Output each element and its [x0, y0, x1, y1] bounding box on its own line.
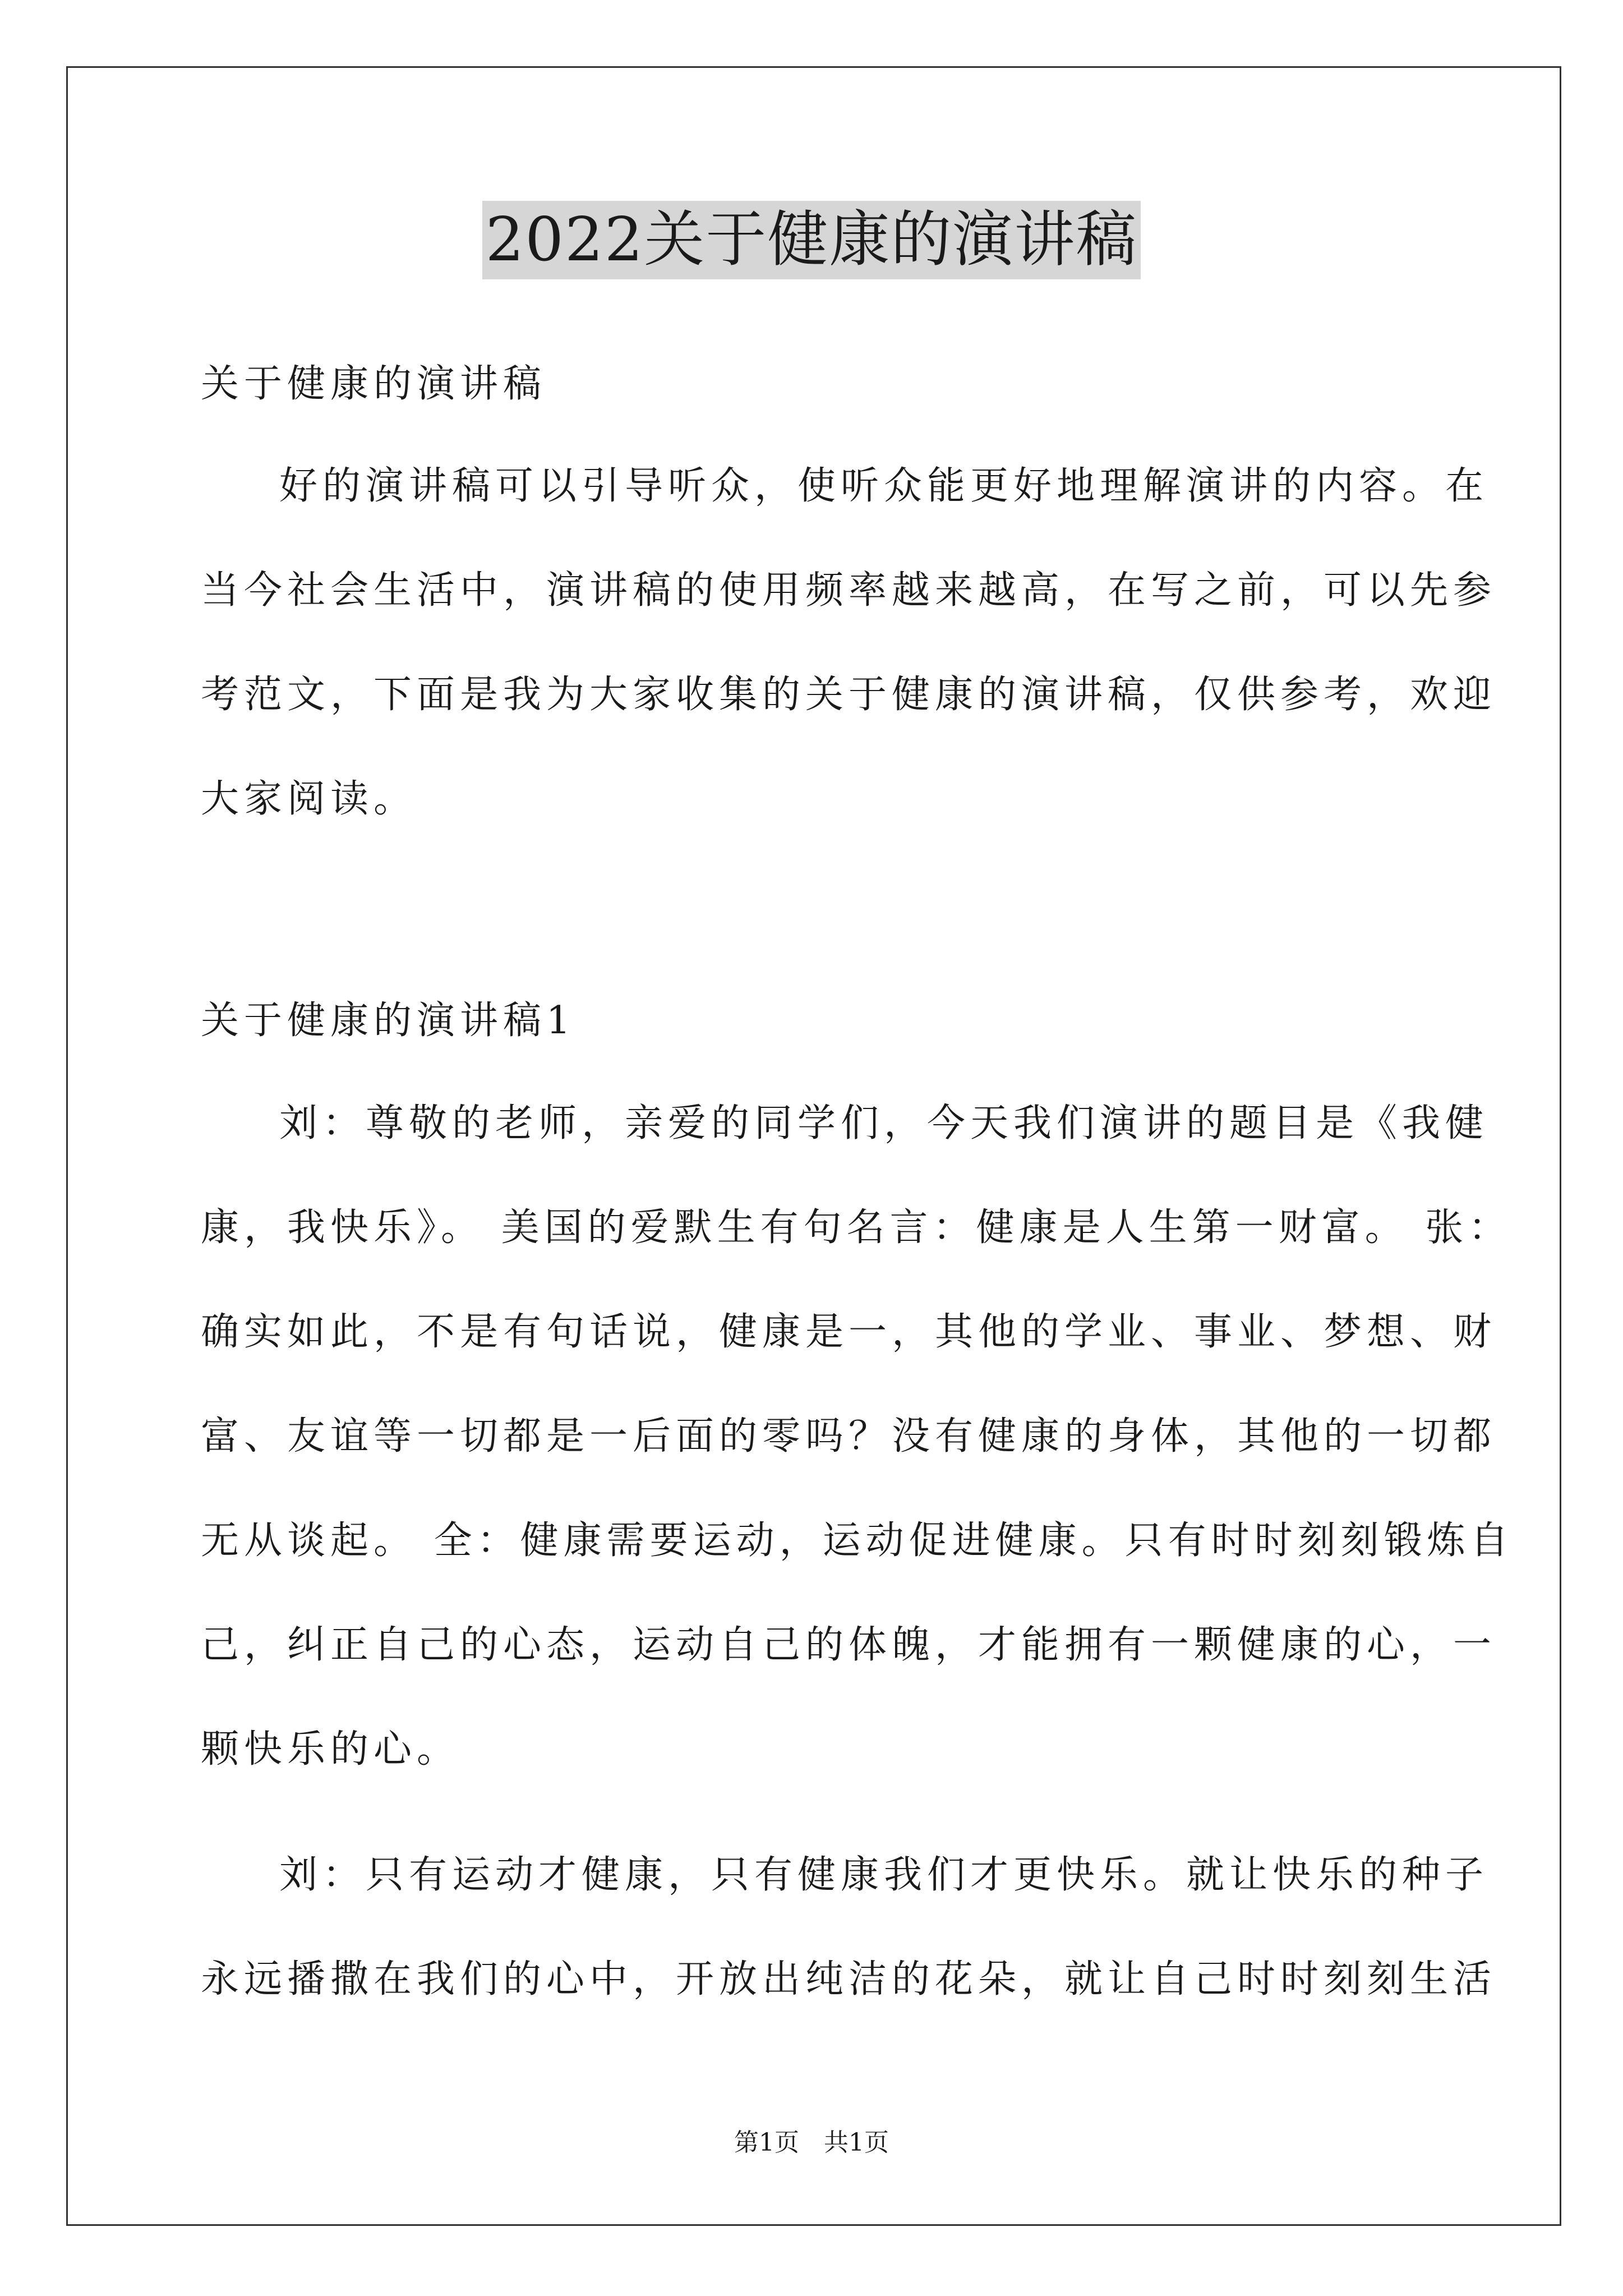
paragraph-line: 永远播撒在我们的心中，开放出纯洁的花朵，就让自己时时刻刻生活 [201, 1957, 1497, 2001]
paragraph-line: 己，纠正自己的心态，运动自己的体魄，才能拥有一颗健康的心，一 [201, 1623, 1497, 1667]
paragraph-line: 考范文，下面是我为大家收集的关于健康的演讲稿，仅供参考，欢迎 [201, 673, 1497, 717]
title-block [0, 201, 1623, 279]
paragraph-line: 刘：只有运动才健康，只有健康我们才更快乐。就让快乐的种子 [279, 1853, 1489, 1897]
section-heading: 关于健康的演讲稿 [201, 362, 547, 406]
document-title: 2022关于健康的演讲稿 [482, 201, 1141, 279]
paragraph-line: 刘：尊敬的老师，亲爱的同学们，今天我们演讲的题目是《我健 [279, 1101, 1489, 1145]
page-footer: 第1页 共1页 [734, 2128, 889, 2157]
paragraph-line: 好的演讲稿可以引导听众，使听众能更好地理解演讲的内容。在 [279, 464, 1489, 508]
paragraph-line: 当今社会生活中，演讲稿的使用频率越来越高，在写之前，可以先参 [201, 568, 1497, 613]
paragraph-line: 颗快乐的心。 [201, 1727, 460, 1772]
section-heading: 关于健康的演讲稿1 [201, 999, 576, 1043]
paragraph-line: 无从谈起。 全：健康需要运动，运动促进健康。只有时时刻刻锻炼自 [201, 1519, 1514, 1563]
paragraph-line: 康，我快乐》。 美国的爱默生有句名言：健康是人生第一财富。 张： [201, 1205, 1512, 1250]
paragraph-line: 富、友谊等一切都是一后面的零吗？没有健康的身体，其他的一切都 [201, 1414, 1497, 1458]
paragraph-line: 确实如此，不是有句话说，健康是一，其他的学业、事业、梦想、财 [201, 1310, 1497, 1354]
paragraph-line: 大家阅读。 [201, 777, 417, 821]
